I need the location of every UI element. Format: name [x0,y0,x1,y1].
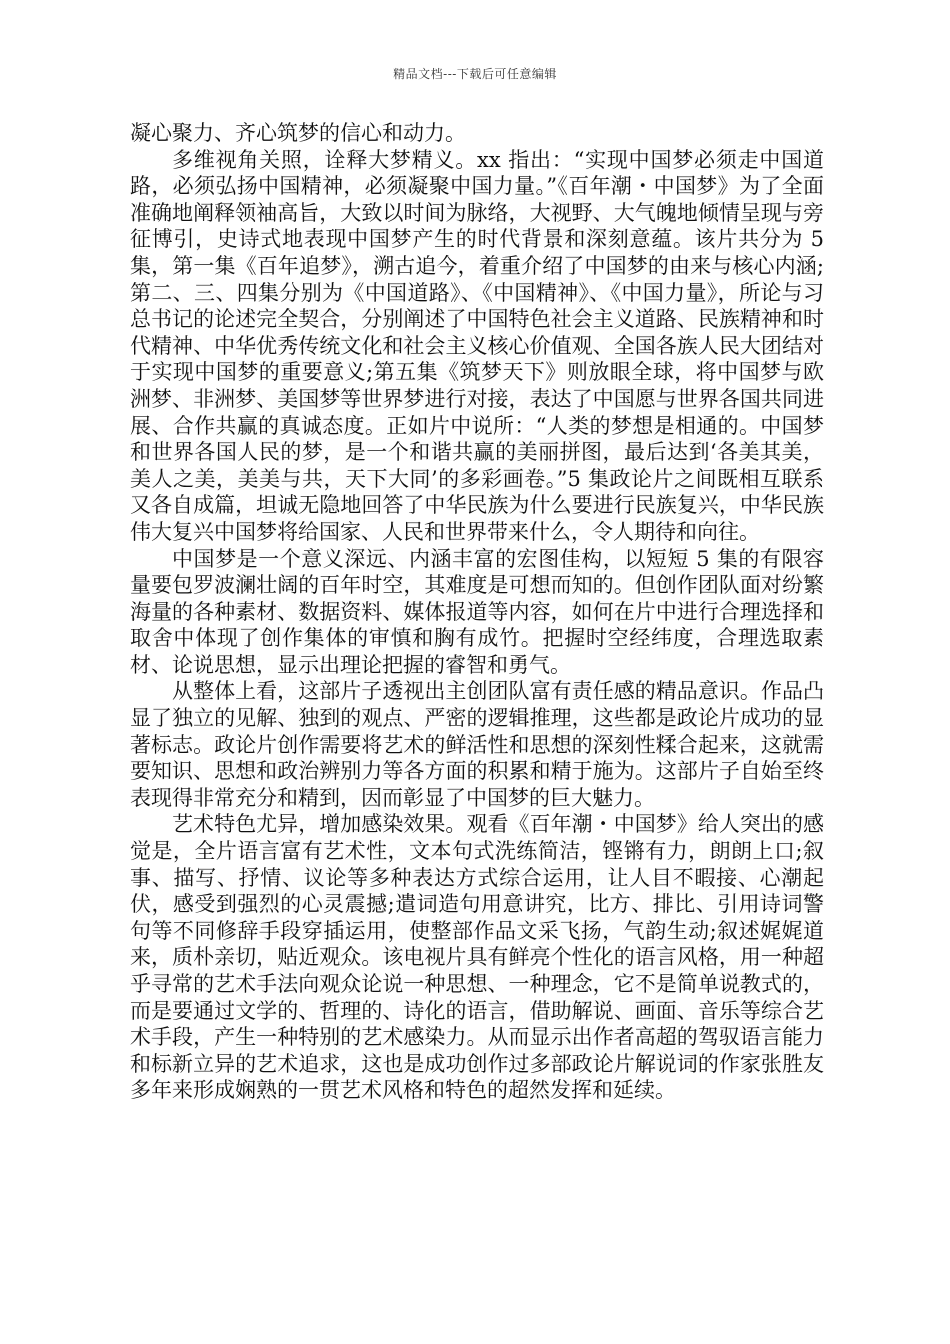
paragraph-continuation: 凝心聚力、齐心筑梦的信心和动力。 [130,121,466,145]
paragraph-china-dream-scope: 中国梦是一个意义深远、内涵丰富的宏图佳构，以短短 5 集的有限容量要包罗波澜壮阔的百年时空，其难度是可想而知的。但创作团队面对纷繁海量的各种素材、数据资料、媒体报道等内容，如何在片中进行合理选择和取舍中体现了创作集体的审慎和胸有成竹。把握时空经纬度，合理选取素材、论说思想，显示出理论把握的睿智和勇气。 [130,546,824,677]
paragraph-overall-view: 从整体上看，这部片子透视出主创团队富有责任感的精品意识。作品凸显了独立的见解、独到的观点、严密的逻辑推理，这些都是政论片成功的显著标志。政论片创作需要将艺术的鲜活性和思想的深刻性糅合起来，这就需要知识、思想和政治辨别力等各方面的积累和精于施为。这部片子自始至终表现得非常充分和精到，因而彰显了中国梦的巨大魅力。 [130,679,824,810]
document-body [130,120,824,1104]
paragraph-multi-perspective: 多维视角关照，诠释大梦精义。xx 指出：“实现中国梦必须走中国道路，必须弘扬中国精神，必须凝聚中国力量。”《百年潮・中国梦》为了全面准确地阐释领袖高旨，大致以时间为脉络，大视野、大气魄地倾情呈现与旁征博引，史诗式地表现中国梦产生的时代背景和深刻意蕴。该片共分为 5 集，第一集《百年追梦》，溯古追今，着重介绍了中国梦的由来与核心内涵;第二、三、四集分别为《中国道路》、《中国精神》、《中国力量》，所论与习总书记的论述完全契合，分别阐述了中国特色社会主义道路、民族精神和时代精神、中华优秀传统文化和社会主义核心价值观、全国各族人民大团结对于实现中国梦的重要意义;第五集《筑梦天下》则放眼全球，将中国梦与欧洲梦、非洲梦、美国梦等世界梦进行对接，表达了中国愿与世界各国共同进展、合作共赢的真诚态度。正如片中说所：“人类的梦想是相通的。中国梦和世界各国人民的梦，是一个和谐共赢的美丽拼图，最后达到‘各美其美，美人之美，美美与共，天下大同’的多彩画卷。”5 集政论片之间既相互联系又各自成篇，坦诚无隐地回答了中华民族为什么要进行民族复兴，中华民族伟大复兴中国梦将给国家、人民和世界带来什么，令人期待和向往。 [130,147,824,544]
page-header: 精品文档---下载后可任意编辑 [393,67,557,81]
paragraph-artistic-features: 艺术特色尤异，增加感染效果。观看《百年潮・中国梦》给人突出的感觉是，全片语言富有艺术性，文本句式洗练简洁，铿锵有力，朗朗上口;叙事、描写、抒情、议论等多种表达方式综合运用，让人目不暇接、心潮起伏，感受到强烈的心灵震撼;遣词造句用意讲究，比方、排比、引用诗词警句等不同修辞手段穿插运用，使整部作品文采飞扬，气韵生动;叙述娓娓道来，质朴亲切，贴近观众。该电视片具有鲜亮个性化的语言风格，用一种超乎寻常的艺术手法向观众论说一种思想、一种理念，它不是简单说教式的，而是要通过文学的、哲理的、诗化的语言，借助解说、画面、音乐等综合艺术手段，产生一种特别的艺术感染力。从而显示出作者高超的驾驭语言能力和标新立异的艺术追求，这也是成功创作过多部政论片解说词的作家张胜友多年来形成娴熟的一贯艺术风格和特色的超然发挥和延续。 [130,812,824,1103]
